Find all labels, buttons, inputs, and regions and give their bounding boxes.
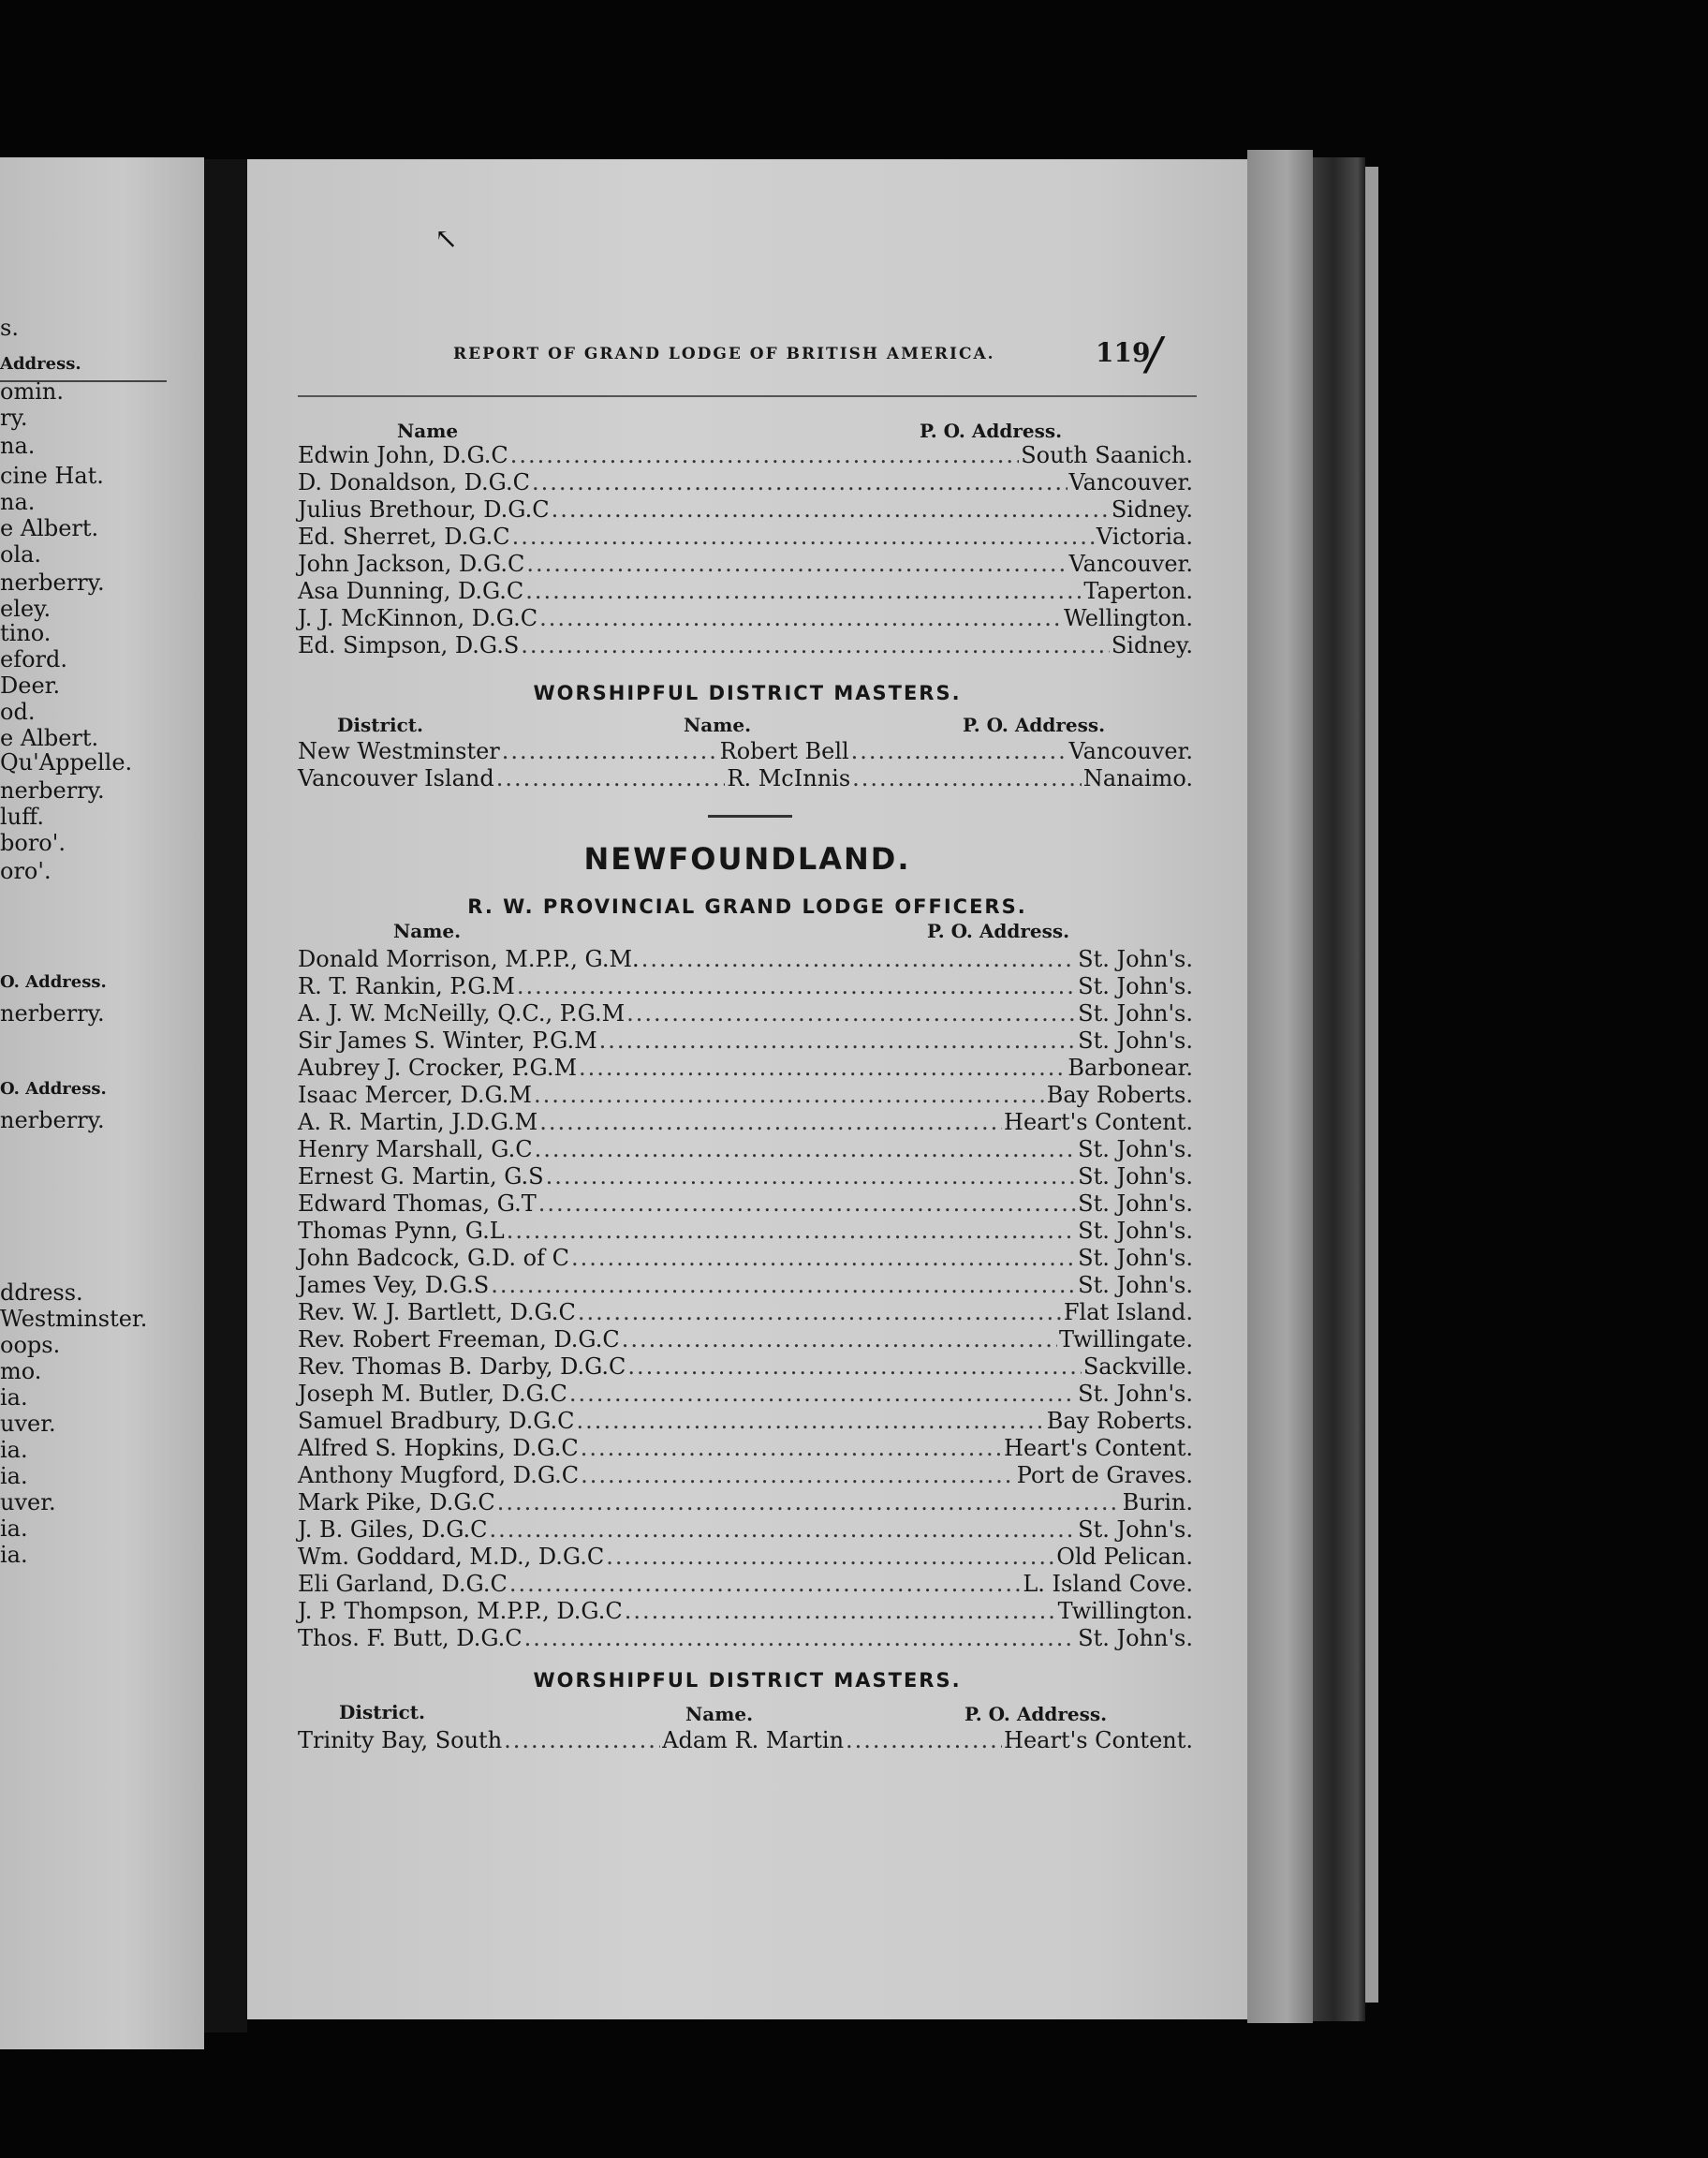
leader-dots — [532, 469, 1068, 495]
leader-dots — [851, 738, 1068, 764]
po-address: Wellington. — [1064, 605, 1193, 631]
leader-dots — [538, 1190, 1076, 1217]
leader-dots — [846, 1727, 1002, 1753]
officer-row — [298, 1353, 1193, 1381]
leader-dots — [641, 946, 1076, 972]
officer-name: Ernest G. Martin, G.S — [298, 1163, 544, 1190]
po-address: Heart's Content. — [1004, 1109, 1193, 1135]
officer-name: Anthony Mugford, D.G.C — [298, 1462, 580, 1488]
officer-name: J. B. Giles, D.G.C — [298, 1516, 488, 1543]
nf-dm-col-address: P. O. Address. — [964, 1703, 1108, 1725]
left-page-fragment: ddress. — [0, 1279, 83, 1306]
left-page-fragment: e Albert. — [0, 515, 99, 541]
newfoundland-subtitle: R. W. PROVINCIAL GRAND LODGE OFFICERS. — [467, 895, 1027, 918]
nf-district-masters-title: WORSHIPFUL DISTRICT MASTERS. — [533, 1669, 962, 1692]
officer-name: Rev. Robert Freeman, D.G.C — [298, 1326, 620, 1352]
newfoundland-title: NEWFOUNDLAND. — [583, 841, 911, 877]
left-page-fragment: uver. — [0, 1489, 56, 1515]
leader-dots — [578, 1299, 1062, 1325]
header-rule — [298, 395, 1197, 397]
officer-name: J. P. Thompson, M.P.P., D.G.C — [298, 1598, 623, 1624]
po-address: Bay Roberts. — [1046, 1408, 1193, 1434]
officer-row — [298, 1625, 1193, 1652]
book-gutter — [204, 159, 247, 2032]
po-address: Vancouver. — [1068, 469, 1193, 495]
left-page-fragment: nerberry. — [0, 1000, 105, 1027]
left-page-fragment: Westminster. — [0, 1306, 148, 1332]
officer-row — [298, 1000, 1193, 1027]
officer-row — [298, 1245, 1193, 1272]
leader-dots — [552, 496, 1110, 523]
po-address: St. John's. — [1078, 1163, 1193, 1190]
po-address: Twillingate. — [1058, 1326, 1193, 1352]
nf-dm-col-name: Name. — [685, 1703, 754, 1725]
left-page-fragment: ia. — [0, 1384, 28, 1411]
officer-name: J. J. McKinnon, D.G.C — [298, 605, 538, 631]
officer-name: Eli Garland, D.G.C — [298, 1571, 508, 1597]
officer-row — [298, 469, 1193, 496]
district-name: Trinity Bay, South — [298, 1727, 503, 1753]
officer-name: Thos. F. Butt, D.G.C — [298, 1625, 523, 1651]
left-page-fragment: na. — [0, 489, 36, 515]
officer-name: Ed. Sherret, D.G.C — [298, 524, 510, 550]
leader-dots — [622, 1326, 1057, 1352]
officer-name: A. J. W. McNeilly, Q.C., P.G.M — [298, 1000, 626, 1027]
officer-row — [298, 551, 1193, 578]
po-address: St. John's. — [1078, 1625, 1193, 1651]
officer-row — [298, 1326, 1193, 1353]
running-header: REPORT OF GRAND LODGE OF BRITISH AMERICA. — [453, 345, 995, 363]
bc-dm-col-address: P. O. Address. — [963, 714, 1106, 736]
district-name: Vancouver Island — [298, 765, 494, 791]
po-address: Vancouver. — [1068, 551, 1193, 577]
left-page-fragment: ry. — [0, 405, 28, 431]
po-address: St. John's. — [1078, 1381, 1193, 1407]
po-address: Victoria. — [1096, 524, 1193, 550]
officer-row — [298, 1408, 1193, 1435]
leader-dots — [502, 738, 718, 764]
po-address: Heart's Content. — [1004, 1727, 1193, 1753]
po-address: Twillington. — [1057, 1598, 1193, 1624]
district-master-row — [298, 1727, 1193, 1754]
po-address: St. John's. — [1078, 973, 1193, 999]
leader-dots — [539, 605, 1062, 631]
left-page-fragment: mo. — [0, 1358, 42, 1384]
officer-name: John Badcock, G.D. of C — [298, 1245, 569, 1271]
left-page-fragment: Deer. — [0, 673, 61, 699]
officer-row — [298, 1055, 1193, 1082]
po-address: St. John's. — [1078, 946, 1193, 972]
officer-row — [298, 1489, 1193, 1516]
officer-row — [298, 496, 1193, 524]
officer-row — [298, 632, 1193, 659]
page-119 — [247, 159, 1247, 2019]
po-address: Nanaimo. — [1082, 765, 1193, 791]
left-page-fragment: eley. — [0, 596, 52, 622]
bc-dm-col-name: Name. — [684, 714, 752, 736]
officer-name: Asa Dunning, D.G.C — [298, 578, 524, 604]
leader-dots — [504, 1727, 660, 1753]
po-address: St. John's. — [1078, 1027, 1193, 1054]
left-page-fragment: eford. — [0, 646, 67, 673]
officer-row — [298, 1218, 1193, 1245]
officer-row — [298, 442, 1193, 469]
bc-col-address: P. O. Address. — [920, 420, 1063, 442]
po-address: Burin. — [1122, 1489, 1193, 1515]
left-page-fragment: oops. — [0, 1332, 61, 1358]
left-page-fragment: s. — [0, 315, 19, 341]
officer-name: Rev. W. J. Bartlett, D.G.C — [298, 1299, 576, 1325]
left-page-fragment: nerberry. — [0, 1107, 105, 1133]
left-page-fragment: tino. — [0, 620, 52, 646]
left-page-fragment: Qu'Appelle. — [0, 749, 133, 776]
left-page-fragment: nerberry. — [0, 569, 105, 596]
officer-name: Rev. Thomas B. Darby, D.G.C — [298, 1353, 626, 1380]
po-address: Sackville. — [1082, 1353, 1193, 1380]
leader-dots — [852, 765, 1082, 791]
officer-row — [298, 524, 1193, 551]
leader-dots — [599, 1027, 1076, 1054]
left-page-fragment: boro'. — [0, 830, 66, 856]
leader-dots — [546, 1163, 1077, 1190]
po-address: St. John's. — [1078, 1190, 1193, 1217]
officer-name: John Jackson, D.G.C — [298, 551, 525, 577]
leader-dots — [509, 1571, 1022, 1597]
officer-row — [298, 1272, 1193, 1299]
master-name: Adam R. Martin — [662, 1727, 845, 1753]
officer-row — [298, 1462, 1193, 1489]
officer-row — [298, 1136, 1193, 1163]
left-page-fragment: uver. — [0, 1411, 56, 1437]
po-address: Vancouver. — [1068, 738, 1193, 764]
leader-dots — [507, 1218, 1076, 1244]
officer-row — [298, 1027, 1193, 1055]
officer-row — [298, 1299, 1193, 1326]
leader-dots — [491, 1272, 1076, 1298]
officer-name: Wm. Goddard, M.D., D.G.C — [298, 1544, 605, 1570]
leader-dots — [490, 1516, 1077, 1543]
officer-row — [298, 1544, 1193, 1571]
leader-dots — [534, 1082, 1045, 1108]
officer-row — [298, 1163, 1193, 1190]
leader-dots — [510, 442, 1019, 468]
po-address: Flat Island. — [1063, 1299, 1193, 1325]
bc-dm-col-district: District. — [337, 714, 423, 736]
leader-dots — [526, 551, 1067, 577]
previous-page — [0, 157, 204, 2049]
officer-name: Ed. Simpson, D.G.S — [298, 632, 520, 658]
officer-name: R. T. Rankin, P.G.M — [298, 973, 515, 999]
handwritten-mark: / — [1146, 328, 1162, 380]
left-page-fragment: oro'. — [0, 858, 52, 884]
po-address: St. John's. — [1078, 1516, 1193, 1543]
left-page-fragment: cine Hat. — [0, 463, 104, 489]
leader-dots — [581, 1462, 1015, 1488]
po-address: St. John's. — [1078, 1000, 1193, 1027]
left-page-fragment: nerberry. — [0, 777, 105, 804]
officer-name: Joseph M. Butler, D.G.C — [298, 1381, 567, 1407]
leader-dots — [579, 1055, 1066, 1081]
officer-row — [298, 1435, 1193, 1462]
page-number: 119 — [1096, 337, 1151, 368]
left-page-col-header: O. Address. — [0, 972, 107, 992]
left-page-fragment: ola. — [0, 541, 42, 568]
leader-dots — [525, 578, 1082, 604]
po-address: Barbonear. — [1068, 1055, 1193, 1081]
leader-dots — [496, 765, 726, 791]
leader-dots — [581, 1435, 1002, 1461]
leader-dots — [524, 1625, 1077, 1651]
officer-row — [298, 1571, 1193, 1598]
leader-dots — [626, 1000, 1076, 1027]
officer-name: Donald Morrison, M.P.P., G.M. — [298, 946, 640, 972]
nf-col-address: P. O. Address. — [927, 920, 1070, 942]
officer-row — [298, 1109, 1193, 1136]
leader-dots — [569, 1381, 1076, 1407]
officer-name: Alfred S. Hopkins, D.G.C — [298, 1435, 579, 1461]
master-name: R. McInnis — [727, 765, 851, 791]
po-address: Taperton. — [1083, 578, 1193, 604]
po-address: St. John's. — [1078, 1218, 1193, 1244]
officer-row — [298, 1598, 1193, 1625]
left-page-fragment: e Albert. — [0, 725, 99, 751]
po-address: St. John's. — [1078, 1272, 1193, 1298]
po-address: Sidney. — [1111, 496, 1193, 523]
left-page-col-header: Address. — [0, 354, 81, 374]
left-page-fragment: ia. — [0, 1542, 28, 1568]
master-name: Robert Bell — [719, 738, 849, 764]
left-page-fragment: luff. — [0, 804, 44, 830]
officer-name: Aubrey J. Crocker, P.G.M — [298, 1055, 578, 1081]
left-page-fragment: od. — [0, 699, 36, 725]
left-page-fragment: ia. — [0, 1515, 28, 1542]
left-page-fragment: ia. — [0, 1437, 28, 1463]
po-address: Sidney. — [1111, 632, 1193, 658]
officer-row — [298, 1516, 1193, 1544]
leader-dots — [606, 1544, 1054, 1570]
officer-row — [298, 1082, 1193, 1109]
officer-name: Edward Thomas, G.T — [298, 1190, 537, 1217]
book-cover-edge — [1313, 157, 1365, 2021]
district-name: New Westminster — [298, 738, 500, 764]
officer-row — [298, 946, 1193, 973]
officer-name: Samuel Bradbury, D.G.C — [298, 1408, 575, 1434]
page-block-edge — [1247, 150, 1313, 2023]
district-master-row — [298, 738, 1193, 765]
officer-name: James Vey, D.G.S — [298, 1272, 490, 1298]
leader-dots — [627, 1353, 1081, 1380]
leader-dots — [517, 973, 1076, 999]
leader-dots — [539, 1109, 1002, 1135]
leader-dots — [535, 1136, 1077, 1162]
officer-name: Henry Marshall, G.C — [298, 1136, 533, 1162]
officer-row — [298, 578, 1193, 605]
leader-dots — [512, 524, 1095, 550]
po-address: Old Pelican. — [1056, 1544, 1193, 1570]
officer-row — [298, 1190, 1193, 1218]
leader-dots — [521, 632, 1110, 658]
po-address: Port de Graves. — [1016, 1462, 1193, 1488]
po-address: South Saanich. — [1021, 442, 1193, 468]
leader-dots — [577, 1408, 1045, 1434]
officer-name: A. R. Martin, J.D.G.M — [298, 1109, 538, 1135]
left-page-fragment: omin. — [0, 378, 64, 405]
leader-dots — [625, 1598, 1056, 1624]
officer-row — [298, 973, 1193, 1000]
officer-name: Mark Pike, D.G.C — [298, 1489, 495, 1515]
officer-name: Edwin John, D.G.C — [298, 442, 508, 468]
cover-strip — [1365, 167, 1378, 2003]
po-address: L. Island Cove. — [1023, 1571, 1193, 1597]
po-address: St. John's. — [1078, 1245, 1193, 1271]
left-page-col-header: O. Address. — [0, 1079, 107, 1099]
district-master-row — [298, 765, 1193, 792]
officer-row — [298, 1381, 1193, 1408]
officer-row — [298, 605, 1193, 632]
bc-district-masters-title: WORSHIPFUL DISTRICT MASTERS. — [533, 682, 962, 704]
leader-dots — [571, 1245, 1076, 1271]
po-address: Heart's Content. — [1004, 1435, 1193, 1461]
left-page-fragment: na. — [0, 433, 36, 459]
pencil-arrow-mark: ↖ — [434, 223, 459, 256]
officer-name: Thomas Pynn, G.L — [298, 1218, 505, 1244]
section-divider — [708, 815, 792, 818]
officer-name: Julius Brethour, D.G.C — [298, 496, 550, 523]
officer-name: Sir James S. Winter, P.G.M — [298, 1027, 597, 1054]
nf-col-name: Name. — [393, 920, 462, 942]
leader-dots — [497, 1489, 1121, 1515]
bc-col-name: Name — [397, 420, 459, 442]
left-page-fragment: ia. — [0, 1463, 28, 1489]
officer-name: Isaac Mercer, D.G.M — [298, 1082, 533, 1108]
po-address: St. John's. — [1078, 1136, 1193, 1162]
officer-name: D. Donaldson, D.G.C — [298, 469, 530, 495]
nf-dm-col-district: District. — [339, 1701, 425, 1723]
po-address: Bay Roberts. — [1046, 1082, 1193, 1108]
